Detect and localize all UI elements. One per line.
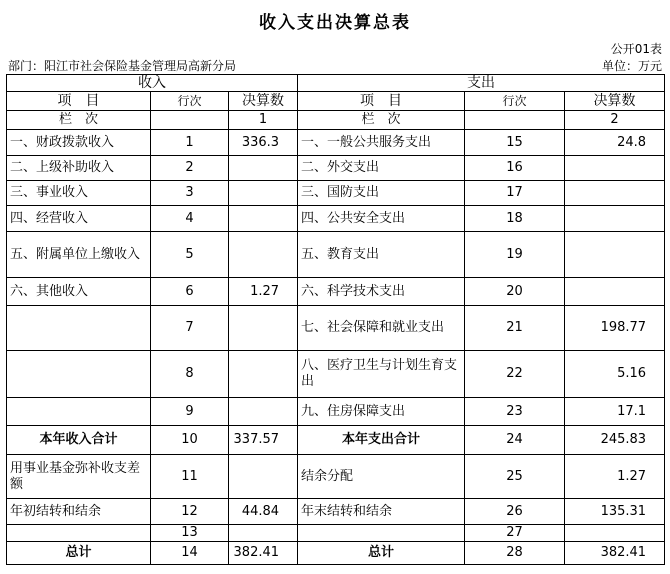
expense-amount xyxy=(565,156,665,181)
income-total-amount: 337.57 xyxy=(229,426,298,455)
expense-item: 结余分配 xyxy=(298,455,465,499)
expense-item: 四、公共安全支出 xyxy=(298,206,465,232)
income-item: 一、财政拨款收入 xyxy=(7,130,151,156)
income-column-number: 1 xyxy=(229,111,298,130)
income-row-no: 10 xyxy=(151,426,229,455)
income-row-no-header: 行次 xyxy=(151,92,229,111)
income-item: 年初结转和结余 xyxy=(7,499,151,525)
expense-grand-total-label: 总计 xyxy=(298,542,465,565)
expense-item: 七、社会保障和就业支出 xyxy=(298,306,465,351)
expense-item: 六、科学技术支出 xyxy=(298,278,465,306)
income-row-no: 7 xyxy=(151,306,229,351)
income-amount: 1.27 xyxy=(229,278,298,306)
income-row-no: 9 xyxy=(151,398,229,426)
income-column-label: 栏 次 xyxy=(7,111,151,130)
expense-amount xyxy=(565,278,665,306)
income-item: 三、事业收入 xyxy=(7,181,151,206)
expense-row-no: 28 xyxy=(465,542,565,565)
expense-amount: 1.27 xyxy=(565,455,665,499)
expense-row-no: 21 xyxy=(465,306,565,351)
expense-row-no: 16 xyxy=(465,156,565,181)
income-amount xyxy=(229,398,298,426)
expense-item: 八、医疗卫生与计划生育支出 xyxy=(298,351,465,398)
expense-row-no: 26 xyxy=(465,499,565,525)
expense-item: 年末结转和结余 xyxy=(298,499,465,525)
income-row-no: 1 xyxy=(151,130,229,156)
income-row-no: 11 xyxy=(151,455,229,499)
expense-amount xyxy=(565,232,665,278)
form-number: 公开01表 xyxy=(610,42,662,56)
income-row-no: 12 xyxy=(151,499,229,525)
income-item xyxy=(7,351,151,398)
empty-cell xyxy=(151,111,229,130)
expense-amount-header: 决算数 xyxy=(565,92,665,111)
income-amount: 44.84 xyxy=(229,499,298,525)
expense-amount: 5.16 xyxy=(565,351,665,398)
income-expense-table xyxy=(6,74,665,565)
income-amount xyxy=(229,351,298,398)
expense-row-no: 27 xyxy=(465,525,565,542)
expense-item: 九、住房保障支出 xyxy=(298,398,465,426)
income-item xyxy=(7,525,151,542)
expense-amount xyxy=(565,525,665,542)
income-item xyxy=(7,398,151,426)
income-item: 二、上级补助收入 xyxy=(7,156,151,181)
income-grand-total-amount: 382.41 xyxy=(229,542,298,565)
expense-row-no: 18 xyxy=(465,206,565,232)
expense-grand-total-amount: 382.41 xyxy=(565,542,665,565)
expense-amount xyxy=(565,206,665,232)
income-row-no: 4 xyxy=(151,206,229,232)
expense-column-number: 2 xyxy=(565,111,665,130)
empty-cell xyxy=(465,111,565,130)
expense-row-no: 25 xyxy=(465,455,565,499)
income-row-no: 8 xyxy=(151,351,229,398)
income-row-no: 14 xyxy=(151,542,229,565)
expense-item: 二、外交支出 xyxy=(298,156,465,181)
income-amount xyxy=(229,306,298,351)
expense-item: 五、教育支出 xyxy=(298,232,465,278)
income-header: 收入 xyxy=(7,75,298,92)
income-amount xyxy=(229,525,298,542)
income-item: 四、经营收入 xyxy=(7,206,151,232)
table-title: 收入支出决算总表 xyxy=(259,13,411,33)
income-grand-total-label: 总计 xyxy=(7,542,151,565)
income-item: 用事业基金弥补收支差额 xyxy=(7,455,151,499)
unit-label: 单位：万元 xyxy=(601,59,662,73)
expense-column-label: 栏 次 xyxy=(298,111,465,130)
income-amount-header: 决算数 xyxy=(229,92,298,111)
expense-row-no: 22 xyxy=(465,351,565,398)
income-row-no: 5 xyxy=(151,232,229,278)
income-amount xyxy=(229,181,298,206)
expense-amount: 17.1 xyxy=(565,398,665,426)
expense-amount: 198.77 xyxy=(565,306,665,351)
expense-total-label: 本年支出合计 xyxy=(298,426,465,455)
income-total-label: 本年收入合计 xyxy=(7,426,151,455)
expense-amount xyxy=(565,181,665,206)
income-amount xyxy=(229,206,298,232)
expense-row-no: 24 xyxy=(465,426,565,455)
income-row-no: 2 xyxy=(151,156,229,181)
expense-row-no: 19 xyxy=(465,232,565,278)
department-label: 部门：阳江市社会保险基金管理局高新分局 xyxy=(8,59,237,73)
expense-row-no: 15 xyxy=(465,130,565,156)
income-amount xyxy=(229,455,298,499)
income-row-no: 13 xyxy=(151,525,229,542)
income-row-no: 6 xyxy=(151,278,229,306)
income-amount xyxy=(229,156,298,181)
expense-item xyxy=(298,525,465,542)
expense-header: 支出 xyxy=(298,75,665,92)
expense-item-header: 项 目 xyxy=(298,92,465,111)
expense-item: 一、一般公共服务支出 xyxy=(298,130,465,156)
expense-row-no-header: 行次 xyxy=(465,92,565,111)
expense-item: 三、国防支出 xyxy=(298,181,465,206)
expense-total-amount: 245.83 xyxy=(565,426,665,455)
income-amount: 336.3 xyxy=(229,130,298,156)
income-item xyxy=(7,306,151,351)
income-item: 五、附属单位上缴收入 xyxy=(7,232,151,278)
expense-row-no: 20 xyxy=(465,278,565,306)
expense-amount: 135.31 xyxy=(565,499,665,525)
expense-row-no: 17 xyxy=(465,181,565,206)
expense-amount: 24.8 xyxy=(565,130,665,156)
income-item-header: 项 目 xyxy=(7,92,151,111)
income-item: 六、其他收入 xyxy=(7,278,151,306)
income-row-no: 3 xyxy=(151,181,229,206)
income-amount xyxy=(229,232,298,278)
expense-row-no: 23 xyxy=(465,398,565,426)
